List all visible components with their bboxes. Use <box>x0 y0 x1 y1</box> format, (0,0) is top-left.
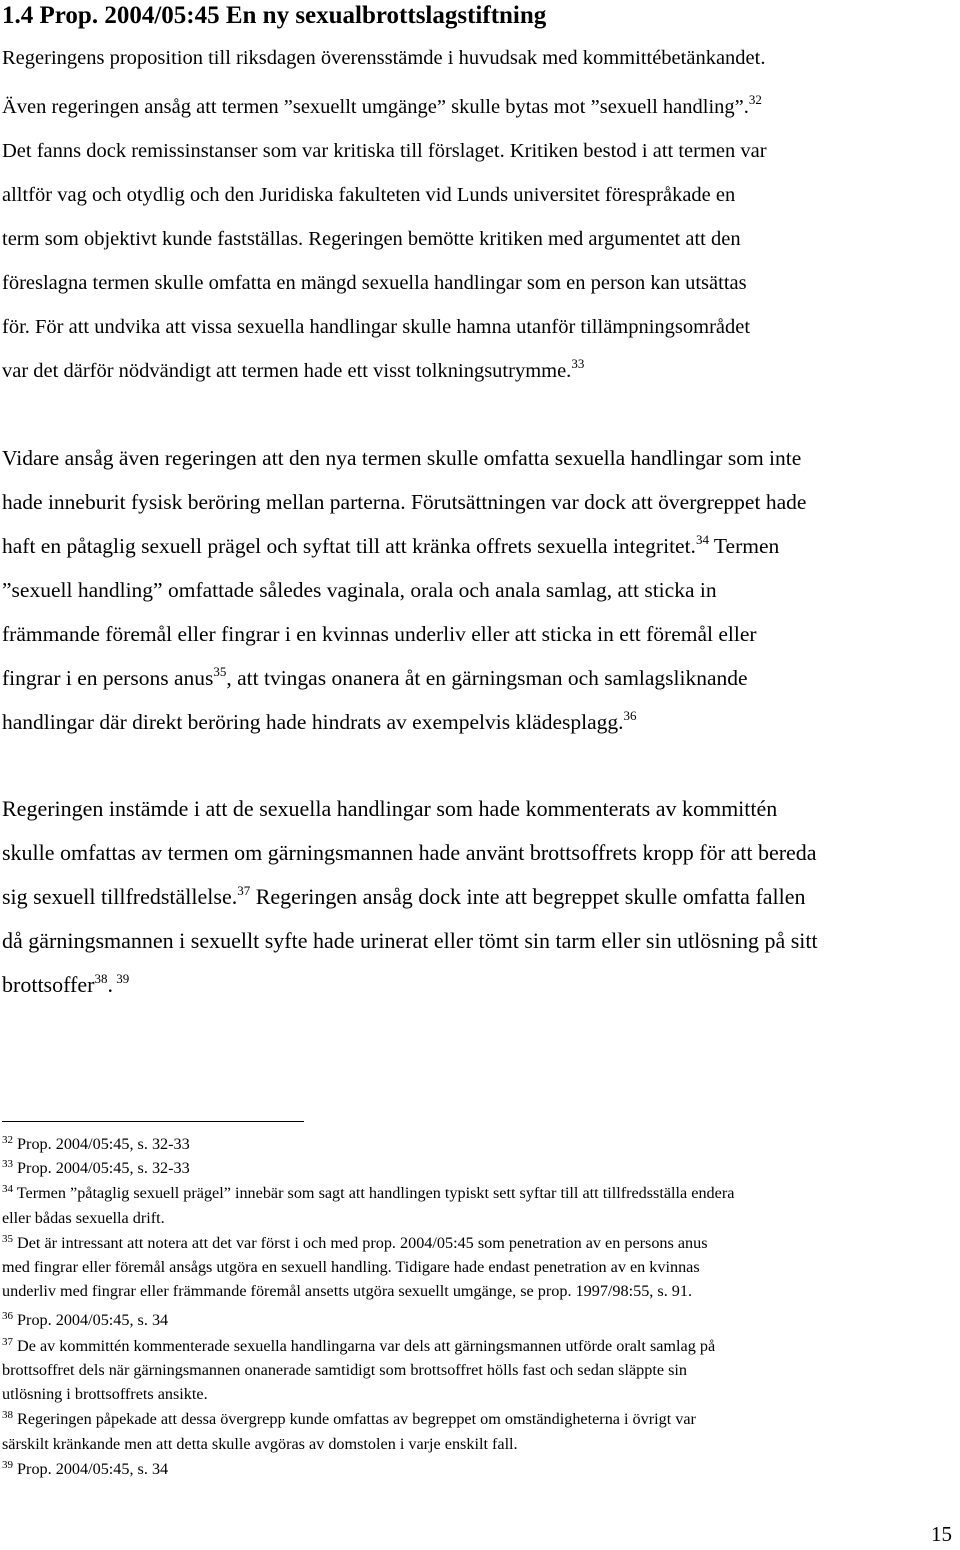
footnote-33 <box>2 1157 190 1179</box>
text-line: hade inneburit fysisk beröring mellan parterna. Förutsättningen var dock att övergreppet hade <box>2 490 807 514</box>
footnote-number: 37 <box>2 1336 13 1348</box>
text-span: Även regeringen ansåg att termen ”sexuellt umgänge” skulle bytas mot ”sexuell handling”. <box>2 96 749 118</box>
footnote-37 <box>2 1335 715 1357</box>
text-line: alltför vag och otydlig och den Juridiska fakulteten vid Lunds universitet förespråkade en <box>2 184 736 206</box>
text-line <box>2 664 748 692</box>
footnote-37-cont: brottsoffret dels när gärningsmannen onanerade samtidigt som brottsoffret hölls fast och sedan släppte sin <box>2 1361 687 1379</box>
text-line <box>2 971 129 999</box>
text-line: Regeringens proposition till riksdagen överensstämde i huvudsak med kommittébetänkandet. <box>2 47 766 69</box>
footnote-37-cont: utlösning i brottsoffrets ansikte. <box>2 1385 208 1403</box>
text-span: Termen <box>708 534 780 558</box>
footnote-ref: 33 <box>571 356 585 371</box>
footnote-38-cont: särskilt kränkande men att detta skulle avgöras av domstolen i varje enskilt fall. <box>2 1435 518 1453</box>
text-span: brottsoffer <box>2 972 95 997</box>
text-line: term som objektivt kunde fastställas. Regeringen bemötte kritiken med argumentet att den <box>2 228 741 250</box>
footnote-number: 32 <box>2 1134 13 1146</box>
footnote-text: Prop. 2004/05:45, s. 34 <box>13 1311 169 1329</box>
text-span: handlingar där direkt beröring hade hindrats av exempelvis klädesplagg. <box>2 710 624 734</box>
footnote-text: Prop. 2004/05:45, s. 32-33 <box>13 1159 190 1177</box>
footnote-text: De av kommittén kommenterade sexuella handlingarna var dels att gärningsmannen utförde oralt samlag på <box>13 1337 716 1355</box>
footnote-34-cont: eller bådas sexuella drift. <box>2 1209 165 1227</box>
section-heading: 1.4 Prop. 2004/05:45 En ny sexualbrottslagstiftning <box>2 2 547 29</box>
page-number: 15 <box>931 1522 952 1546</box>
footnote-text: Det är intressant att notera att det var först i och med prop. 2004/05:45 som penetration av en persons anus <box>13 1234 708 1252</box>
footnote-ref: 37 <box>237 883 251 898</box>
footnote-ref: 38 <box>94 971 108 986</box>
footnote-text: Prop. 2004/05:45, s. 34 <box>13 1460 169 1478</box>
footnote-number: 36 <box>2 1310 13 1322</box>
text-line: för. För att undvika att vissa sexuella handlingar skulle hamna utanför tillämpningsområdet <box>2 316 751 338</box>
footnote-number: 33 <box>2 1158 13 1170</box>
text-line <box>2 883 806 911</box>
footnote-38 <box>2 1408 696 1430</box>
footnote-ref: 32 <box>748 92 762 107</box>
footnote-35 <box>2 1232 708 1254</box>
text-span: var det därför nödvändigt att termen hade ett visst tolkningsutrymme. <box>2 360 572 382</box>
footnote-ref: 35 <box>213 664 227 679</box>
text-span: Regeringen ansåg dock inte att begreppet skulle omfatta fallen <box>250 884 806 909</box>
text-line: skulle omfattas av termen om gärningsmannen hade använt brottsoffrets kropp för att bereda <box>2 840 817 865</box>
footnote-35-cont: med fingrar eller föremål ansågs utgöra en sexuell handling. Tidigare hade endast penetration av en kvinnas <box>2 1258 700 1276</box>
footnote-number: 35 <box>2 1233 13 1245</box>
text-line <box>2 708 637 736</box>
footnote-39 <box>2 1458 168 1480</box>
footnote-text: Termen ”påtaglig sexuell prägel” innebär som sagt att handlingen typiskt sett syftar till att tillfredsställa endera <box>13 1184 735 1202</box>
footnote-number: 39 <box>2 1459 13 1471</box>
text-line: ”sexuell handling” omfattade således vaginala, orala och anala samlag, att sticka in <box>2 578 717 602</box>
text-line <box>2 93 762 121</box>
text-line: Det fanns dock remissinstanser som var kritiska till förslaget. Kritiken bestod i att termen var <box>2 140 767 162</box>
footnote-34 <box>2 1182 734 1204</box>
text-line: Vidare ansåg även regeringen att den nya termen skulle omfatta sexuella handlingar som inte <box>2 446 802 470</box>
text-span: haft en påtaglig sexuell prägel och syftat till att kränka offrets sexuella integritet. <box>2 534 696 558</box>
footnote-text: Prop. 2004/05:45, s. 32-33 <box>13 1135 190 1153</box>
text-line: då gärningsmannen i sexuellt syfte hade urinerat eller tömt sin tarm eller sin utlösning på sitt <box>2 928 818 953</box>
footnote-ref: 39 <box>112 971 130 986</box>
text-span: . <box>107 972 113 997</box>
footnote-35-cont: underliv med fingrar eller främmande föremål ansetts utgöra sexuellt umgänge, se prop. 1997/98:55, s. 91. <box>2 1282 693 1300</box>
text-line: föreslagna termen skulle omfatta en mängd sexuella handlingar som en person kan utsättas <box>2 272 747 294</box>
text-line <box>2 532 779 560</box>
footnote-32 <box>2 1133 190 1155</box>
text-span: fingrar i en persons anus <box>2 666 214 690</box>
footnote-separator <box>2 1121 304 1122</box>
text-line: Regeringen instämde i att de sexuella handlingar som hade kommenterats av kommittén <box>2 796 778 821</box>
text-span: sig sexuell tillfredställelse. <box>2 884 238 909</box>
text-line: främmande föremål eller fingrar i en kvinnas underliv eller att sticka in ett föremål eller <box>2 622 757 646</box>
footnote-text: Regeringen påpekade att dessa övergrepp kunde omfattas av begreppet om omständigheterna i övrigt var <box>13 1410 696 1428</box>
text-span: , att tvingas onanera åt en gärningsman och samlagsliknande <box>226 666 748 690</box>
text-line <box>2 357 584 385</box>
footnote-ref: 36 <box>623 708 637 723</box>
footnote-number: 38 <box>2 1409 13 1421</box>
footnote-ref: 34 <box>695 532 709 547</box>
footnote-number: 34 <box>2 1183 13 1195</box>
footnote-36 <box>2 1309 168 1331</box>
